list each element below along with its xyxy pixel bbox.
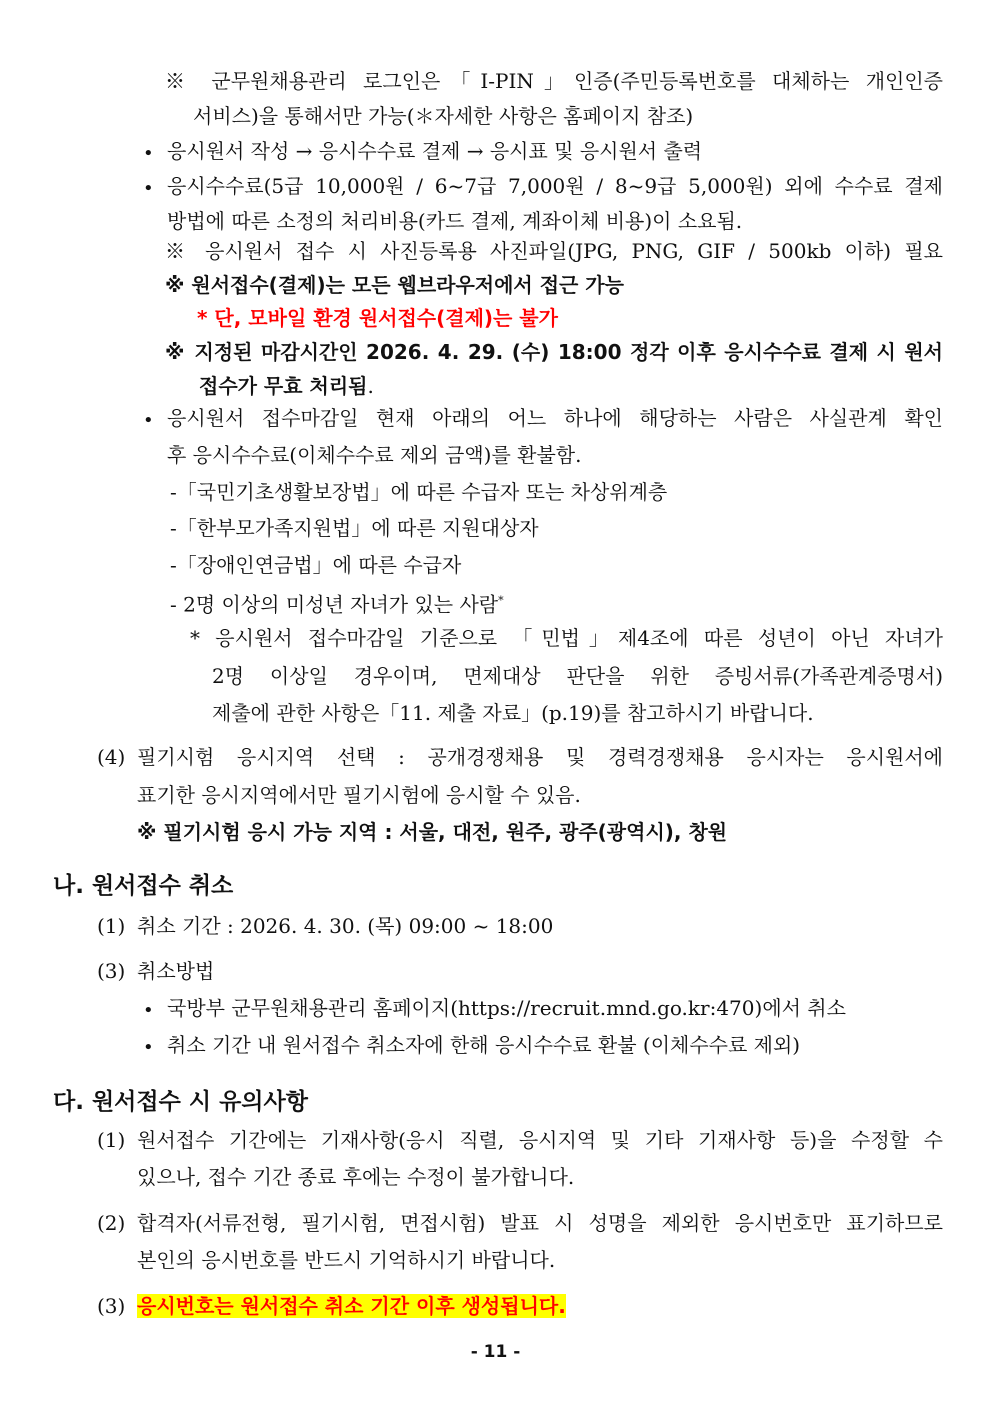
exam-number-highlight: 응시번호는 원서접수 취소 기간 이후 생성됩니다. xyxy=(137,1294,566,1318)
refund-item-footnote-mark: * xyxy=(498,594,504,607)
caution-item1-number: (1) xyxy=(97,1128,126,1152)
item4-line2: 표기한 응시지역에서만 필기시험에 응시할 수 있음. xyxy=(137,783,581,807)
refund-note-line3: 제출에 관한 사항은「11. 제출 자료」(p.19)를 참고하시기 바랍니다. xyxy=(212,701,814,725)
bullet-dot: • xyxy=(143,178,154,199)
caution-item2-number: (2) xyxy=(97,1211,126,1235)
caution-item1-line1: 원서접수 기간에는 기재사항(응시 직렬, 응시지역 및 기타 기재사항 등)을 수정할 수 xyxy=(137,1128,943,1152)
refund-item: -「한부모가족지원법」에 따른 지원대상자 xyxy=(170,516,539,540)
browser-note: ※ 원서접수(결제)는 모든 웹브라우저에서 접근 가능 xyxy=(165,273,624,297)
section-title-cancel: 나. 원서접수 취소 xyxy=(53,873,234,899)
caution-item1-line2: 있으나, 접수 기간 종료 후에는 수정이 불가합니다. xyxy=(137,1165,575,1189)
regions-note: ※ 필기시험 응시 가능 지역 : 서울, 대전, 원주, 광주(광역시), 창원 xyxy=(137,820,728,844)
page-number: - 11 - xyxy=(470,1342,521,1362)
cancel-refund: 취소 기간 내 원서접수 취소자에 한해 응시수수료 환불 (이체수수료 제외) xyxy=(167,1033,801,1057)
fee-line2: 방법에 따른 소정의 처리비용(카드 결제, 계좌이체 비용)이 소요됨. xyxy=(167,209,743,233)
cancel-item1-number: (1) xyxy=(97,914,126,938)
refund-line2: 후 응시수수료(이체수수료 제외 금액)를 환불함. xyxy=(167,443,582,467)
mobile-note: * 단, 모바일 환경 원서접수(결제)는 불가 xyxy=(197,306,558,330)
section-title-cautions: 다. 원서접수 시 유의사항 xyxy=(53,1089,308,1115)
cancel-method-label: 취소방법 xyxy=(137,959,215,983)
cancel-period: 취소 기간 : 2026. 4. 30. (목) 09:00 ~ 18:00 xyxy=(137,914,554,938)
item4-number: (4) xyxy=(97,745,126,769)
caution-item3 xyxy=(137,1291,566,1321)
ipin-notice-line2: 서비스)을 통해서만 가능(＊자세한 사항은 홈페이지 참조) xyxy=(193,104,694,128)
refund-note-line2: 2명 이상일 경우이며, 면제대상 판단을 위한 증빙서류(가족관계증명서) xyxy=(212,664,943,688)
bullet-dot: • xyxy=(143,1000,154,1021)
caution-item3-number: (3) xyxy=(97,1294,126,1318)
refund-line1: 응시원서 접수마감일 현재 아래의 어느 하나에 해당하는 사람은 사실관계 확인 xyxy=(167,406,943,430)
fee-line1: 응시수수료(5급 10,000원 / 6~7급 7,000원 / 8~9급 5,000원) 외에 수수료 결제 xyxy=(167,174,943,198)
refund-item-text: - 2명 이상의 미성년 자녀가 있는 사람 xyxy=(170,592,499,617)
item4-line1: 필기시험 응시지역 선택 : 공개경쟁채용 및 경력경쟁채용 응시자는 응시원서에 xyxy=(137,745,943,769)
ipin-notice-line1: ※ 군무원채용관리 로그인은「I-PIN」인증(주민등록번호를 대체하는 개인인증 xyxy=(165,69,943,93)
refund-item: -「국민기초생활보장법」에 따른 수급자 또는 차상위계층 xyxy=(170,480,668,504)
photo-note: ※ 응시원서 접수 시 사진등록용 사진파일(JPG, PNG, GIF / 500kb 이하) 필요 xyxy=(165,239,943,263)
caution-item2-line2: 본인의 응시번호를 반드시 기억하시기 바랍니다. xyxy=(137,1248,556,1272)
deadline-note-text: 접수가 무효 처리됨 xyxy=(199,374,368,398)
deadline-note-line2 xyxy=(199,371,374,401)
refund-item xyxy=(170,586,504,620)
cancel-item3-number: (3) xyxy=(97,959,126,983)
refund-item: -「장애인연금법」에 따른 수급자 xyxy=(170,553,462,577)
refund-note-line1: * 응시원서 접수마감일 기준으로 「민법」제4조에 따른 성년이 아닌 자녀가 xyxy=(190,626,943,650)
caution-item2-line1: 합격자(서류전형, 필기시험, 면접시험) 발표 시 성명을 제외한 응시번호만 표기하므로 xyxy=(137,1211,943,1235)
bullet-dot: • xyxy=(143,410,154,431)
bullet-dot: • xyxy=(143,143,154,164)
apply-steps: 응시원서 작성 → 응시수수료 결제 → 응시표 및 응시원서 출력 xyxy=(167,139,703,163)
deadline-note-period: . xyxy=(367,374,374,398)
cancel-method-homepage: 국방부 군무원채용관리 홈페이지(https://recruit.mnd.go.kr:470)에서 취소 xyxy=(167,996,846,1020)
bullet-dot: • xyxy=(143,1037,154,1058)
deadline-note-line1: ※ 지정된 마감시간인 2026. 4. 29. (수) 18:00 정각 이후 응시수수료 결제 시 원서 xyxy=(165,340,943,364)
